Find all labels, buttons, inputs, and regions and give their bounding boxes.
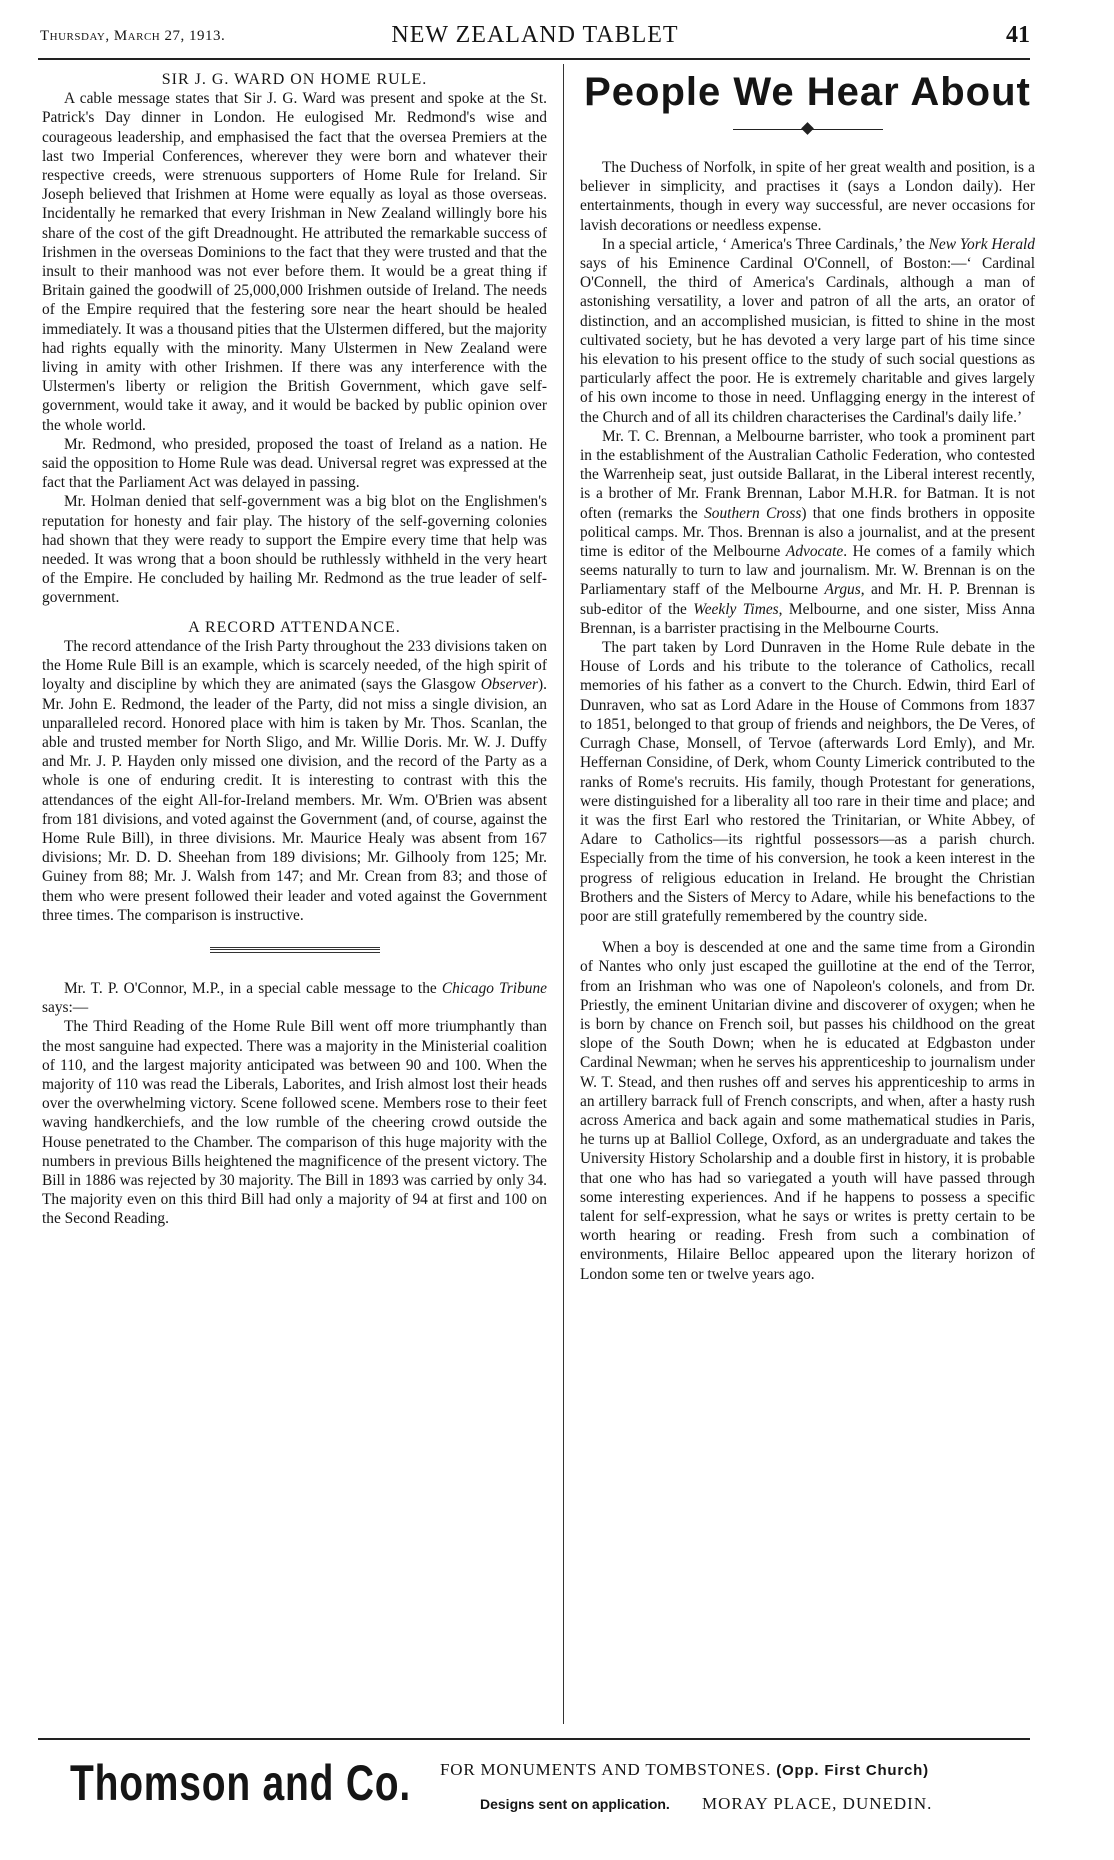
page-number: 41 xyxy=(1006,22,1030,48)
ad-line-designs: Designs sent on application. xyxy=(480,1796,670,1812)
article-heading-record: A RECORD ATTENDANCE. xyxy=(188,618,401,636)
article-paragraph: Mr. T. C. Brennan, a Melbourne barrister, who took a prominent part in the establishment of the Australian Catholic Federation, who contested the Warrenheip seat, just outside Ballarat, in the Liberal interest recently, is a brother of Mr. Frank Brennan, Labor M.H.R. for Batman. It is not often (remarks the Southern Cross) that one finds brothers in opposite political camps. Mr. Thos. Brennan is also a journalist, and at the present time is editor of the Melbourne Advocate. He comes of a family which seems naturally to turn to law and journalism. Mr. W. Brennan is on the Parliamentary staff of the Melbourne Argus, and Mr. H. P. Brennan is sub-editor of the Weekly Times, Melbourne, and one sister, Miss Anna Brennan, is a barrister practising in the Melbourne Courts. xyxy=(580,427,1035,637)
footer-rule xyxy=(38,1738,1030,1740)
advertisement xyxy=(40,1748,1030,1848)
article-paragraph: Mr. Redmond, who presided, proposed the toast of Ireland as a nation. He said the opposition to Home Rule was dead. Universal regret was expressed at the fact that the Parliament Act was delayed in passing. xyxy=(42,435,547,492)
diamond-ornament-icon xyxy=(801,122,814,135)
publication-name: Observer xyxy=(480,676,539,694)
article-paragraph: The Third Reading of the Home Rule Bill went off more triumphantly than the most sanguine had expected. There was a majority in the Ministerial coalition of 110, and the largest majority anticipated was between 90 and 100. When the majority of 110 was read the Liberals, Laborites, and Irish almost lost their heads over the overwhelming victory. Scene followed scene. Members rose to their feet waving handkerchiefs, and the low rumble of the cheering crowd outside the House penetrated to the Chamber. The comparison of this huge majority with the numbers in previous Bills heightened the magnificence of the present victory. The Bill in 1886 was rejected by 30 majority. The Bill in 1893 was carried by only 34. The majority even on this third Bill had only a majority of 94 at first and 100 on the Second Reading. xyxy=(42,1018,547,1228)
ad-location-note: (Opp. First Church) xyxy=(776,1762,929,1779)
publication-name: Argus xyxy=(824,581,861,599)
section-title: People We Hear About xyxy=(584,70,1031,114)
article-paragraph: The part taken by Lord Dunraven in the Home Rule debate in the House of Lords and his tribute to the tolerance of Catholics, recall memories of his father as a convert to the Church. Edwin, third Earl of Dunraven, who sat as Lord Adare in the House of Commons from 1837 to 1851, belonged to that group of friends and neighbors, the De Veres, of Curragh Chase, Monsell, of Tervoe (afterwards Lord Emly), and Mr. Heffernan Considine, of Derk, whom County Limerick contributed to the ranks of Rome's recruits. His family, though Protestant for generations, were distinguished for a liberality all too rare in their time and place; and it was the first Earl who restored the Trinitarian, or White Abbey, of Adare to Catholics—its rightful possessors—as a parish church. Especially from the time of his conversion, he took a keen interest in the progress of religious education in Ireland. He brought the Christian Brothers and the Sisters of Mercy to Adare, while his benefactions to the poor are still gratefully remembered by the country side. xyxy=(580,639,1035,925)
article-paragraph: The record attendance of the Irish Party throughout the 233 divisions taken on the Home Rule Bill is an example, which is scarcely needed, of the high spirit of loyalty and discipline by which they are animated (says the Glasgow Observer). Mr. John E. Redmond, the leader of the Party, did not miss a single division, an unparalleled record. Honored place with him is taken by Mr. Thos. Scanlan, the able and trusted member for North Sligo, and Mr. Willie Doris. Mr. W. J. Duffy and Mr. J. P. Hayden only missed one division, and the record of the Party as a whole is one of enduring credit. It is interesting to contrast with this the attendances of the eight All-for-Ireland members. Mr. Wm. O'Brien was absent from 181 divisions, and voted against the Government (and, of course, against the Home Rule Bill), in three divisions. Mr. Maurice Healy was absent from 167 divisions; Mr. D. D. Sheehan from 189 divisions; Mr. Gilhooly from 125; Mr. Guiney from 88; Mr. J. Walsh from 147; and Mr. Crean from 83; and those of them who were present followed their leader and voted against the Government three times. The comparison is instructive. xyxy=(42,637,547,924)
publication-name: Chicago Tribune xyxy=(441,979,547,997)
column-divider xyxy=(563,64,564,1724)
diamond-rule xyxy=(733,122,883,136)
article-paragraph: In a special article, ‘ America's Three Cardinals,’ the New York Herald says of his Eminence Cardinal O'Connell, of Boston:—‘ Cardinal O'Connell, the third of America's Cardinals, although a man of astonishing versatility, a lover and patron of all the arts, an orator of distinction, and an accomplished musician, is fitted to shine in the most cultivated society, but he has devoted a very large part of his time since his elevation to his present office to the study of such social questions as particularly affect the poor. He is extremely charitable and gives largely of his own income to those in need. Unflagging energy in the interest of the Church and of all its children characterises the Cardinal's daily life.’ xyxy=(580,235,1035,426)
publication-name: Southern Cross xyxy=(704,504,802,522)
article-paragraph: Mr. T. P. O'Connor, M.P., in a special cable message to the Chicago Tribune says:— xyxy=(42,979,547,1017)
publication-name: Weekly Times xyxy=(693,600,779,618)
left-column xyxy=(42,70,547,1229)
article-paragraph: When a boy is descended at one and the same time from a Girondin of Nantes who only just escaped the guillotine at the end of the Terror, from an Irishman who was one of Napoleon's colonels, and from Dr. Priestly, the eminent Unitarian divine and discoverer of oxygen; when he is born by chance on French soil, but passes his childhood on the great slope of the South Down; when he is educated at Edgbaston under Cardinal Newman; when he serves his apprenticeship to journalism under W. T. Stead, and then rushes off and serves his apprenticeship to arms in an artillery barrack full of French conscripts, and when, after a hasty rush across America and back again and some mathematical studies in Paris, he turns up at Balliol College, Oxford, as an undergraduate and takes the University History Scholarship and a double first in history, it is probable that one who has had so variegated a youth will have passed through some interesting experiences. And if he happens to possess a specific talent for self-expression, what he says or writes is pretty certain to be worth hearing or reading. Fresh from such a combination of environments, Hilaire Belloc appeared upon the literary horizon of London some ten or twelve years ago. xyxy=(580,939,1035,1283)
article-heading-ward: SIR J. G. WARD ON HOME RULE. xyxy=(161,71,428,88)
masthead: NEW ZEALAND TABLET xyxy=(391,22,679,48)
right-column xyxy=(580,70,1035,1284)
ad-line-services: FOR MONUMENTS AND TOMBSTONES. (Opp. First Church) xyxy=(440,1760,929,1779)
header-rule xyxy=(38,58,1030,60)
article-paragraph: Mr. Holman denied that self-government was a big blot on the Englishmen's reputation for honesty and fair play. The history of the self-governing colonies had shown that they were ready to support the Empire every time that help was needed. It was wrong that a boon should be ruthlessly withheld in the very heart of the Empire. He concluded by hailing Mr. Redmond as the true leader of self-government. xyxy=(42,493,547,607)
issue-date: Thursday, March 27, 1913. xyxy=(40,28,226,44)
article-paragraph: A cable message states that Sir J. G. Ward was present and spoke at the St. Patrick's Day dinner in London. He eulogised Mr. Redmond's wise and courageous leadership, and emphasised the fact that the oversea Premiers at the last two Imperial Conferences, wherever they were born and whatever their respective creeds, were strenuous supporters of Home Rule for Ireland. Sir Joseph believed that Irishmen at Home were equally as loyal as those overseas. Incidentally he remarked that every Irishman in New Zealand willingly bore his share of the cost of the gift Dreadnought. He attributed the remarkable success of Irishmen in the overseas Dominions to the fact that they were trusted and that the insult to their manhood was not ever before them. It would be a great thing if Britain gained the goodwill of 25,000,000 Irishmen outside of Ireland. The needs of the Empire required that the festering sore near the heart should be healed immediately. It was a thousand pities that the Ulstermen differed, but the majority had rights equally with the minority. Many Ulstermen in New Zealand were living in amity with other Irishmen. If there was any interference with the Ulstermen's liberty or religion the British Government, which gave self-government, would take it away, and it would be backed by public opinion over the whole world. xyxy=(42,90,547,434)
publication-name: Advocate xyxy=(785,543,844,561)
section-separator xyxy=(210,947,380,953)
advertiser-name: Thomson and Co. xyxy=(70,1755,412,1811)
publication-name: New York Herald xyxy=(928,235,1035,253)
page-header xyxy=(40,18,1030,52)
ad-line-address: MORAY PLACE, DUNEDIN. xyxy=(702,1794,933,1813)
article-paragraph: The Duchess of Norfolk, in spite of her great wealth and position, is a believer in simplicity, and practises it (says a London daily). Her entertainments, though in every way successful, are never occasions for lavish decorations or needless expense. xyxy=(580,159,1035,234)
